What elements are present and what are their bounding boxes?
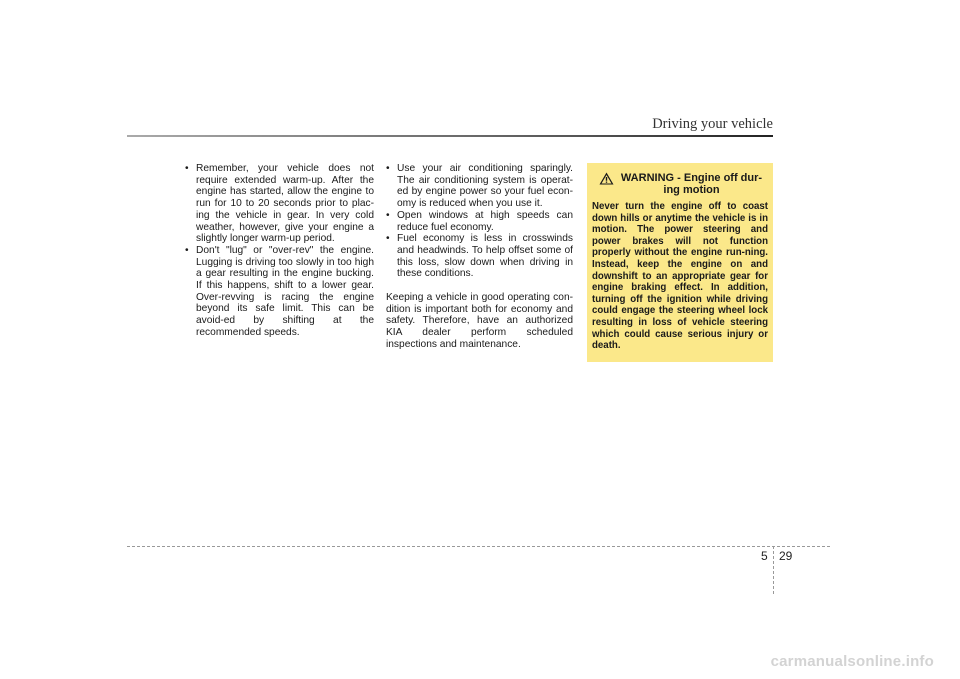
list-item xyxy=(185,245,374,339)
bullet-icon: • xyxy=(386,163,390,174)
middle-column xyxy=(386,163,573,351)
list-item xyxy=(185,163,374,245)
header-rule xyxy=(127,135,773,137)
bullet-text: Fuel economy is less in crosswinds and headwinds. To help offset some of this loss, slow down when driving in these conditions. xyxy=(397,233,573,280)
warning-heading xyxy=(592,172,768,196)
bullet-text: Don't "lug" or "over-rev" the engine. Lugging is driving too slowly in too high a gear resulting in the engine bucking. If this happens, shift to a lower gear. Over-revving is racing the engine beyond its safe limit. This can be avoid-ed by shifting at the recommended speeds. xyxy=(196,244,374,338)
bullet-icon: • xyxy=(185,163,189,174)
bullet-text: Use your air conditioning sparingly. The air conditioning system is operat-ed by engine power so your fuel econ-omy is reduced when you use it. xyxy=(397,163,573,210)
warning-triangle-icon xyxy=(599,172,614,185)
list-item xyxy=(386,163,573,210)
left-bullet-list xyxy=(185,163,374,339)
warning-box xyxy=(587,163,773,362)
list-item xyxy=(386,210,573,233)
bullet-icon: • xyxy=(185,244,189,256)
maintenance-paragraph: Keeping a vehicle in good operating con-dition is important both for economy and safety. Therefore, have an authorized KIA dealer perform scheduled inspections and maintenance. xyxy=(386,292,573,350)
warning-body: Never turn the engine off to coast down hills or anytime the vehicle is in motion. The power steering and power brakes will not function properly without the engine run-ning. Instead, keep the engine on and downshift to an appropriate gear for engine braking effect. In addition, turning off the ignition while driving could engage the steering wheel lock resulting in loss of vehicle steering which could cause serious injury or death. xyxy=(592,201,768,352)
warning-subtitle: - Engine off dur-ing motion xyxy=(663,172,763,196)
footer-rule xyxy=(127,546,830,547)
watermark: carmanualsonline.info xyxy=(770,653,934,670)
section-title: Driving your vehicle xyxy=(652,116,773,132)
warning-title: WARNING xyxy=(620,172,675,184)
bullet-text: Open windows at high speeds can reduce fuel economy. xyxy=(397,209,573,233)
bullet-text: Remember, your vehicle does not require extended warm-up. After the engine has started, allow the engine to run for 10 to 20 seconds prior to plac-ing the vehicle in gear. In very cold weather, however, give your engine a slightly longer warm-up period. xyxy=(196,163,374,245)
list-item xyxy=(386,233,573,280)
page-divider xyxy=(773,546,774,594)
page-number: 29 xyxy=(779,549,793,563)
chapter-number: 5 xyxy=(761,549,768,563)
middle-bullet-list xyxy=(386,163,573,280)
left-column xyxy=(185,163,374,339)
bullet-icon: • xyxy=(386,233,390,245)
bullet-icon: • xyxy=(386,209,390,221)
